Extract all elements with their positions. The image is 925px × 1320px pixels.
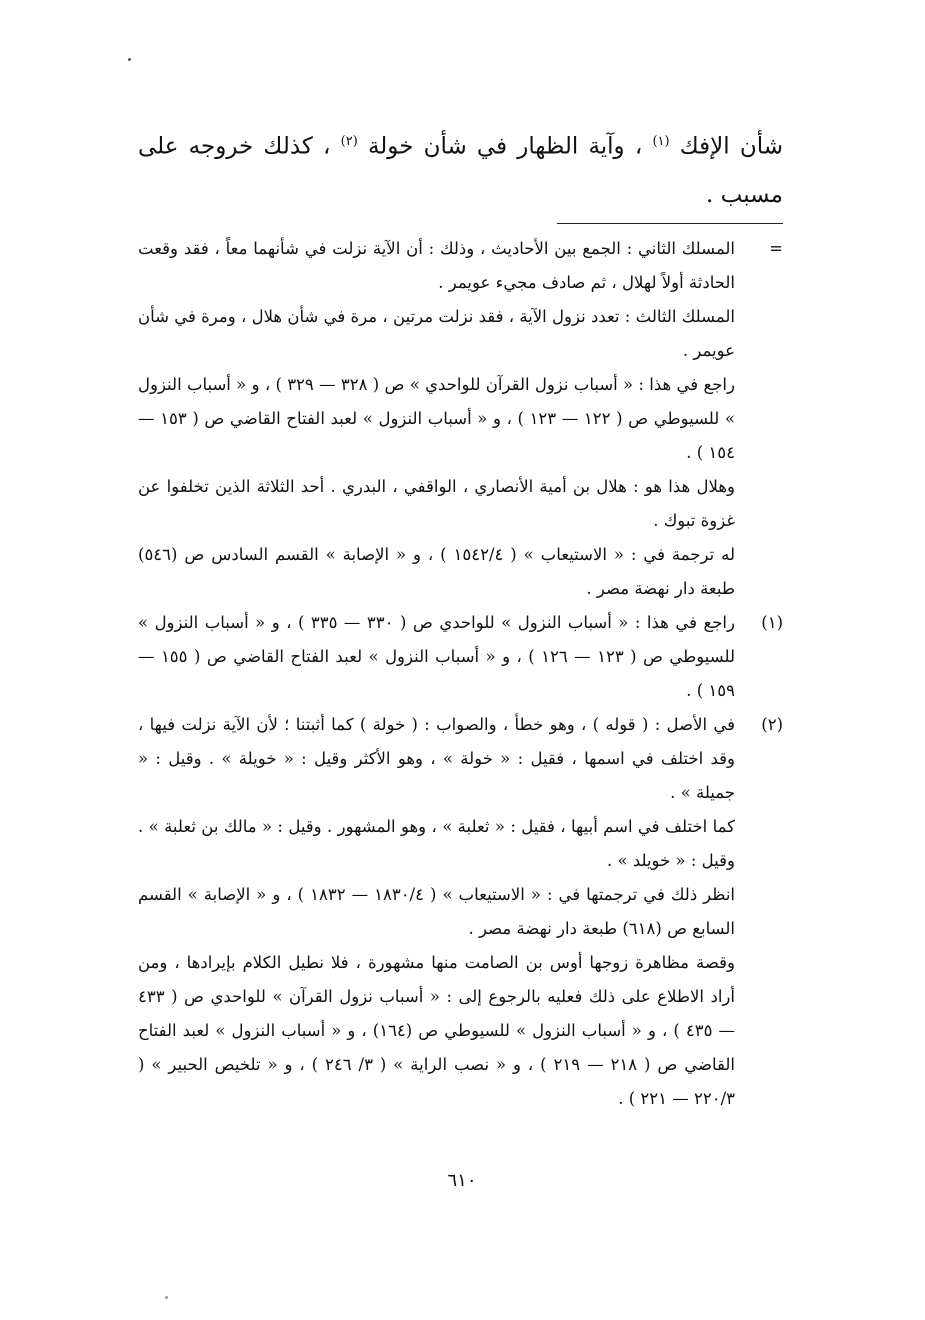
footnote-content [138, 606, 735, 708]
footnote-content [138, 708, 735, 1116]
continuation-content [138, 232, 735, 606]
footnote-2 [138, 708, 783, 1116]
note-paragraph: راجع في هذا : « أسباب النزول » للواحدي ص ( ٣٣٠ — ٣٣٥ ) ، و « أسباب النزول » للسيوطي ص ( ١٢٣ — ١٢٦ ) ، و « أسباب النزول » لعبد الفتاح القاضي ص ( ١٥٥ — ١٥٩ ) . [138, 613, 735, 700]
main-text-part: ، وآية الظهار في شأن خولة [367, 133, 643, 160]
footnote-marker: (١) [761, 613, 783, 632]
footnote-1 [138, 606, 783, 708]
main-text-part: شأن الإفك [679, 133, 784, 160]
note-paragraph: كما اختلف في اسم أبيها ، فقيل : « ثعلبة » ، وهو المشهور . وقيل : « مالك بن ثعلبة » . وقيل : « خويلد » . [138, 817, 735, 870]
continuation-note [138, 232, 783, 606]
footnote-ref-2[interactable]: (٢) [340, 134, 358, 149]
note-paragraph: في الأصل : ( قوله ) ، وهو خطأ ، والصواب : ( خولة ) كما أثبتنا ؛ لأن الآية نزلت فيها ، وقد اختلف في اسمها ، فقيل : « خولة » ، وهو الأكثر وقيل : « خويلة » . وقيل : « جميلة » . [138, 715, 735, 802]
note-paragraph: المسلك الثاني : الجمع بين الأحاديث ، وذلك : أن الآية نزلت في شأنهما معاً ، فقد وقعت الحادثة أولاً لهلال ، ثم صادف مجيء عويمر . [138, 239, 735, 292]
footnote-ref-1[interactable]: (١) [652, 134, 670, 149]
page-number: ٦١٠ [447, 1170, 477, 1191]
note-paragraph: المسلك الثالث : تعدد نزول الآية ، فقد نزلت مرتين ، مرة في شأن هلال ، ومرة في شأن عويمر . [138, 307, 735, 360]
note-paragraph: له ترجمة في : « الاستيعاب » ( ١٥٤٢/٤ ) ، و « الإصابة » القسم السادس ص (٥٤٦) طبعة دار نهضة مصر . [138, 545, 735, 598]
speck-mark [128, 58, 131, 61]
footnote-marker: (٢) [761, 715, 783, 734]
main-text [138, 118, 783, 219]
speck-mark [165, 1296, 168, 1299]
continuation-marker: = [769, 239, 783, 258]
note-paragraph: انظر ذلك في ترجمتها في : « الاستيعاب » ( ١٨٣٠/٤ — ١٨٣٢ ) ، و « الإصابة » القسم السابع ص (٦١٨) طبعة دار نهضة مصر . [138, 885, 735, 938]
main-text-part: ، كذلك خروجه على مسبب . [138, 133, 783, 208]
note-paragraph: وقصة مظاهرة زوجها أوس بن الصامت منها مشهورة ، فلا نطيل الكلام بإيرادها ، ومن أراد الاطلاع على ذلك فعليه بالرجوع إلى : « أسباب نزول القرآن » للواحدي ص ( ٤٣٣ — ٤٣٥ ) ، و « أسباب النزول » للسيوطي ص (١٦٤) ، و « أسباب النزول » لعبد الفتاح القاضي ص ( ٢١٨ — ٢١٩ ) ، و « نصب الراية » ( ٣/ ٢٤٦ ) ، و « تلخيص الحبير » ( ٢٢٠/٣ — ٢٢١ ) . [138, 953, 736, 1108]
note-paragraph: وهلال هذا هو : هلال بن أمية الأنصاري ، الواقفي ، البدري . أحد الثلاثة الذين تخلفوا عن غزوة تبوك . [138, 477, 735, 530]
footnote-separator [557, 223, 783, 224]
note-paragraph: راجع في هذا : « أسباب نزول القرآن للواحدي » ص ( ٣٢٨ — ٣٢٩ ) ، و « أسباب النزول » للسيوطي ص ( ١٢٢ — ١٢٣ ) ، و « أسباب النزول » لعبد الفتاح القاضي ص ( ١٥٣ — ١٥٤ ) . [138, 375, 736, 462]
footnotes-section [138, 232, 783, 1116]
